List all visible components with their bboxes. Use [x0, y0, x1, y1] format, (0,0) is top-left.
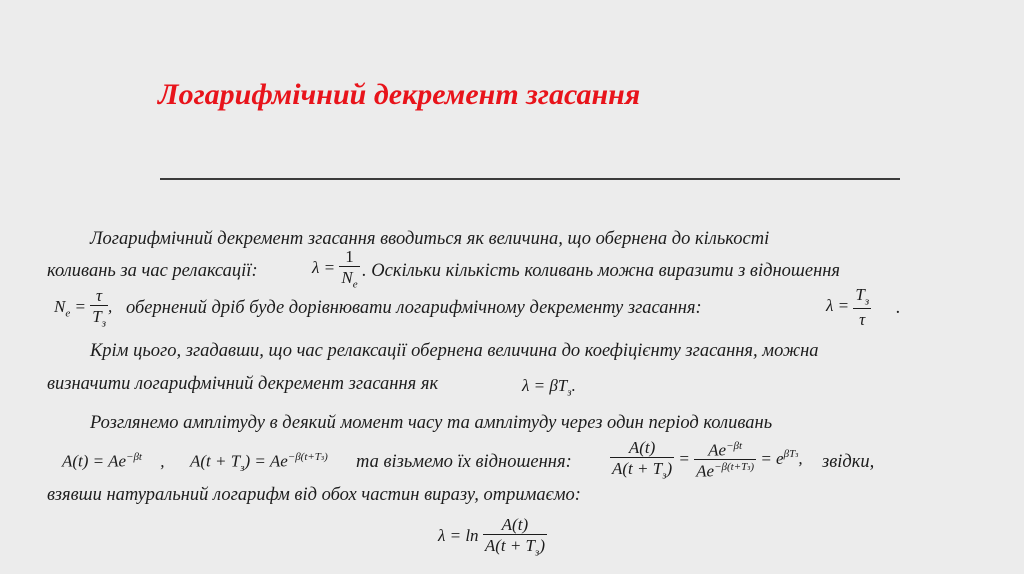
formula-lhs: λ = ln: [438, 526, 479, 546]
formula-text: A(t + T: [190, 451, 241, 471]
formula-ne-tau-over-t: [54, 287, 112, 329]
sup-base: −β(t+T: [714, 461, 748, 474]
den-subscript: з: [662, 469, 667, 482]
sup-subscript: з: [795, 450, 799, 460]
sup-subscript: з: [320, 453, 325, 462]
formula-lambda-t-over-tau: [826, 286, 871, 328]
p1-line2b: . Оскільки кількість коливань можна виразити з відношення: [362, 261, 841, 281]
formula-superscript: −βt: [126, 451, 142, 463]
fraction-numerator: A(t): [610, 439, 674, 458]
fraction-numerator: [853, 286, 871, 309]
formula-a-t-plus-t: [190, 452, 328, 474]
equals-sign: =: [74, 297, 86, 317]
p1-line1: Логарифмічний декремент згасання вводиться як величина, що обернена до кількості: [90, 229, 770, 249]
fraction: [483, 516, 547, 558]
den-base: T: [92, 307, 102, 326]
fraction-denominator: τ: [859, 310, 866, 330]
fraction-denominator: [694, 460, 756, 480]
den-subscript: e: [352, 278, 358, 291]
fraction-1: [610, 439, 674, 481]
formula-superscript: [288, 451, 328, 463]
rhs-superscript: [784, 448, 799, 460]
comma: ,: [798, 449, 803, 469]
p3-line1: Розглянемо амплітуду в деякий момент часу та амплітуду через один період коливань: [90, 413, 773, 433]
fraction-2: [694, 441, 756, 480]
den-subscript: з: [101, 317, 106, 330]
fraction-numerator: [694, 441, 756, 461]
num-superscript: −βt: [726, 439, 743, 452]
formula-subscript: з: [567, 386, 572, 399]
formula-ratio: [610, 439, 803, 481]
formula-text: A(t) = Ae: [62, 451, 127, 471]
p2-line2: визначити логарифмічний декремент згасання як: [47, 374, 439, 394]
num-base: T: [855, 285, 865, 304]
den-subscript: з: [535, 546, 540, 559]
den-base: N: [341, 268, 353, 287]
slide-title: Логарифмічний декремент згасання: [158, 78, 641, 111]
formula-lambda-beta-t: [522, 377, 576, 398]
comma: ,: [107, 297, 113, 317]
formula-text: λ = βT: [522, 376, 568, 395]
p3-line3: взявши натуральний логарифм від обох частин виразу, отримаємо:: [47, 485, 581, 505]
p2-line1: Крім цього, згадавши, що час релаксації обернена величина до коефіцієнту згасання, можна: [90, 341, 819, 361]
fraction-denominator: [610, 458, 674, 481]
fraction: [853, 286, 871, 328]
formula-subscript: з: [240, 462, 245, 475]
sup-subscript: з: [747, 463, 751, 473]
fraction-numerator: A(t): [483, 516, 547, 535]
fraction: [90, 287, 108, 329]
formula-lhs: λ =: [312, 258, 336, 278]
lhs-subscript: e: [65, 307, 71, 320]
equals-e: = e: [760, 449, 784, 469]
den-base: A(t + T: [612, 459, 663, 478]
sup-end: ): [324, 451, 328, 463]
den-base: Ae: [696, 461, 715, 481]
fraction-numerator: τ: [90, 287, 108, 306]
den-superscript: [714, 461, 754, 473]
p1-line3: обернений дріб буде дорівнювати логарифмічному декременту згасання:: [126, 298, 702, 318]
num-subscript: з: [864, 295, 870, 308]
sup-base: βT: [783, 448, 796, 461]
fraction-denominator: [90, 306, 108, 329]
sup-base: −β(t+T: [287, 451, 321, 463]
den-base: A(t + T: [484, 536, 536, 555]
fraction-numerator: 1: [339, 248, 359, 267]
formula-text-2: ) = Ae: [244, 451, 288, 471]
sup-end: ): [750, 461, 755, 474]
fraction: [339, 248, 359, 290]
period: .: [571, 376, 576, 395]
equals-sign: =: [678, 449, 690, 469]
p1-line2a: коливань за час релаксації:: [47, 261, 258, 281]
formula-a-t: [62, 452, 165, 470]
formula-lhs: λ =: [826, 296, 850, 316]
p3-mid-text: та візьмемо їх відношення:: [356, 452, 572, 472]
formula-lhs: N: [54, 297, 66, 317]
p3-end-text: звідки,: [822, 452, 875, 472]
num-base: Ae: [708, 440, 727, 460]
p1-line3-end: .: [896, 298, 901, 318]
fraction-denominator: [339, 267, 359, 290]
fraction-denominator: [483, 535, 547, 558]
formula-lambda-ln: [438, 516, 547, 558]
comma: ,: [160, 451, 165, 471]
den-end: ): [539, 536, 545, 555]
den-end: ): [666, 459, 673, 478]
title-divider: [160, 178, 900, 180]
formula-lambda-1-over-ne: [312, 248, 360, 290]
